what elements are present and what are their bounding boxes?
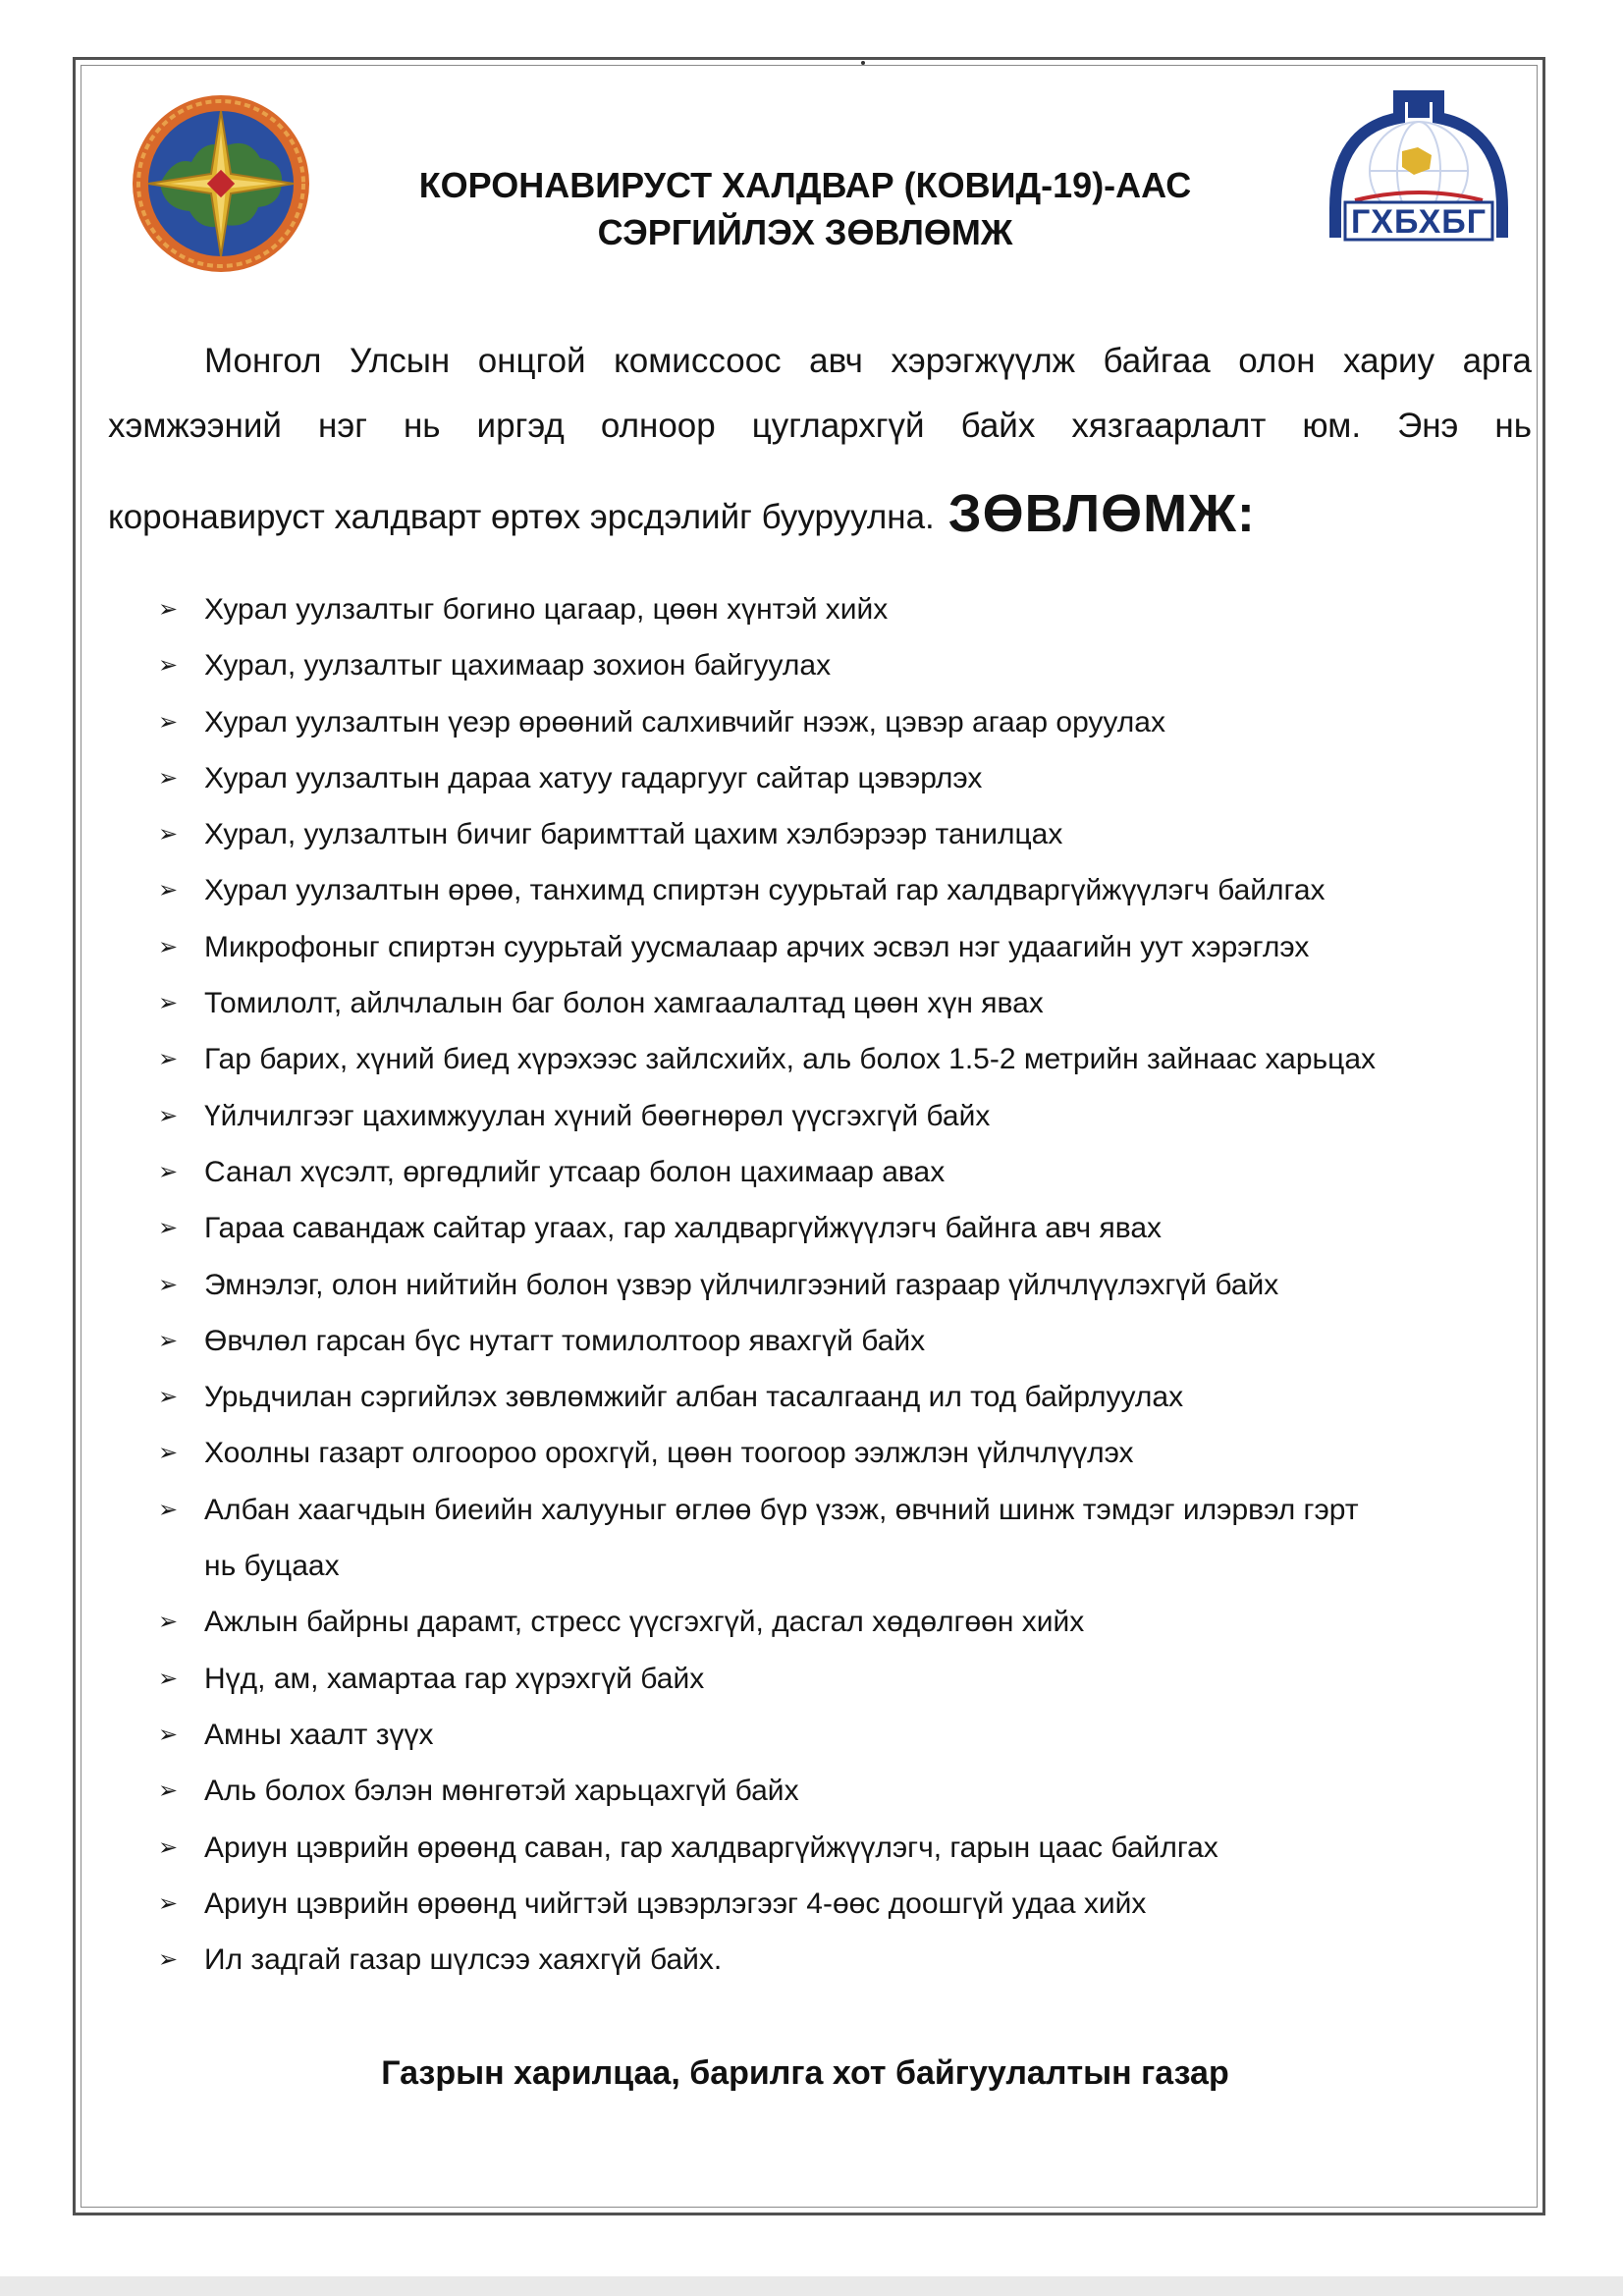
list-item-text: Хоолны газарт олгоороо орохгүй, цөөн тоогоор ээлжлэн үйлчлүүлэх bbox=[204, 1437, 1134, 1470]
list-item bbox=[153, 1088, 1376, 1144]
arrowhead-bullet-icon: ➢ bbox=[158, 1440, 179, 1467]
arrowhead-bullet-icon: ➢ bbox=[158, 652, 179, 680]
list-item-text: Амны хаалт зүүх bbox=[204, 1718, 434, 1751]
list-item-text: Гар барих, хүний биед хүрэхээс зайлсхийх, аль болох 1.5-2 метрийн зайнаас харьцах bbox=[204, 1043, 1377, 1076]
list-item-text: Микрофоныг спиртэн суурьтай уусмалаар арчих эсвэл нэг удаагийн уут хэрэглэх bbox=[204, 930, 1310, 963]
list-item-text: Хурал уулзалтын үеэр өрөөний салхивчийг нээж, цэвэр агаар оруулах bbox=[204, 705, 1165, 738]
list-item-text: Өвчлөл гарсан бүс нутагт томилолтоор явахгүй байх bbox=[204, 1324, 926, 1357]
list-item bbox=[153, 806, 1376, 862]
list-item bbox=[153, 919, 1376, 975]
list-item-text: Томилолт, айлчлалын баг болон хамгаалалтад цөөн хүн явах bbox=[204, 987, 1044, 1020]
arrowhead-bullet-icon: ➢ bbox=[158, 1777, 179, 1805]
page-edge bbox=[0, 2276, 1623, 2296]
list-item bbox=[153, 1876, 1376, 1932]
arrowhead-bullet-icon: ➢ bbox=[158, 821, 179, 848]
list-item bbox=[153, 975, 1376, 1031]
arrowhead-bullet-icon: ➢ bbox=[158, 1721, 179, 1748]
list-item bbox=[153, 1538, 1376, 1594]
arrowhead-bullet-icon: ➢ bbox=[158, 1102, 179, 1129]
list-item bbox=[153, 1200, 1376, 1256]
list-item bbox=[153, 637, 1376, 693]
recommendations-list bbox=[153, 581, 1376, 1988]
list-item-text: Аль болох бэлэн мөнгөтэй харьцахгүй байх bbox=[204, 1775, 799, 1808]
list-item-text: Үйлчилгээг цахимжуулан хүний бөөгнөрөл үүсгэхгүй байх bbox=[204, 1099, 991, 1132]
list-item-text: Ариун цэврийн өрөөнд чийгтэй цэвэрлэгээг 4-өөс доошгүй удаа хийх bbox=[204, 1886, 1147, 1920]
arrowhead-bullet-icon: ➢ bbox=[158, 1327, 179, 1354]
list-item-text: Хурал, уулзалтын бичиг баримттай цахим хэлбэрээр танилцах bbox=[204, 818, 1063, 851]
arrowhead-bullet-icon: ➢ bbox=[158, 877, 179, 904]
arrowhead-bullet-icon: ➢ bbox=[158, 764, 179, 792]
arrowhead-bullet-icon: ➢ bbox=[158, 1271, 179, 1298]
arrowhead-bullet-icon: ➢ bbox=[158, 1384, 179, 1411]
list-item bbox=[153, 1820, 1376, 1876]
arrowhead-bullet-icon: ➢ bbox=[158, 1158, 179, 1185]
list-item bbox=[153, 1031, 1376, 1087]
arrowhead-bullet-icon: ➢ bbox=[158, 1665, 179, 1692]
recommendations-heading: ЗӨВЛӨМЖ: bbox=[947, 484, 1256, 543]
list-item bbox=[153, 694, 1376, 750]
list-item bbox=[153, 1257, 1376, 1313]
list-item-text: нь буцаах bbox=[204, 1550, 340, 1583]
intro-line-3 bbox=[108, 483, 1256, 544]
arrowhead-bullet-icon: ➢ bbox=[158, 596, 179, 623]
list-item-text: Ажлын байрны дарамт, стресс үүсгэхгүй, дасгал хөдөлгөөн хийх bbox=[204, 1606, 1085, 1639]
list-item-text: Ариун цэврийн өрөөнд саван, гар халдваргүйжүүлэгч, гарын цаас байлгах bbox=[204, 1831, 1218, 1864]
list-item bbox=[153, 1144, 1376, 1200]
list-item-text: Хурал, уулзалтыг цахимаар зохион байгуулах bbox=[204, 649, 832, 683]
list-item-text: Хурал уулзалтыг богино цагаар, цөөн хүнтэй хийх bbox=[204, 593, 889, 626]
list-item bbox=[153, 581, 1376, 637]
arrowhead-bullet-icon: ➢ bbox=[158, 1215, 179, 1242]
footer-organization: Газрын харилцаа, барилга хот байгуулалтын газар bbox=[381, 2054, 1229, 2092]
list-item bbox=[153, 862, 1376, 918]
emergency-agency-emblem-icon bbox=[131, 93, 311, 274]
list-item bbox=[153, 1369, 1376, 1425]
list-item bbox=[153, 1594, 1376, 1650]
arrowhead-bullet-icon: ➢ bbox=[158, 1496, 179, 1523]
arrowhead-bullet-icon: ➢ bbox=[158, 1833, 179, 1861]
arrowhead-bullet-icon: ➢ bbox=[158, 933, 179, 960]
arrowhead-bullet-icon: ➢ bbox=[158, 990, 179, 1017]
arrowhead-bullet-icon: ➢ bbox=[158, 1046, 179, 1073]
list-item bbox=[153, 1425, 1376, 1481]
title-line-1: КОРОНАВИРУСТ ХАЛДВАР (КОВИД-19)-ААС bbox=[418, 165, 1192, 205]
list-item-text: Эмнэлэг, олон нийтийн болон үзвэр үйлчилгээний газраар үйлчлүүлэхгүй байх bbox=[204, 1268, 1279, 1301]
list-item-text: Гараа савандаж сайтар угаах, гар халдваргүйжүүлэгч байнга авч явах bbox=[204, 1212, 1163, 1245]
list-item bbox=[153, 1763, 1376, 1819]
page-title bbox=[295, 162, 1316, 256]
arrowhead-bullet-icon: ➢ bbox=[158, 1889, 179, 1917]
list-item bbox=[153, 750, 1376, 806]
list-item-text: Албан хаагчдын биеийн халууныг өглөө бүр үзэж, өвчний шинж тэмдэг илэрвэл гэрт bbox=[204, 1493, 1359, 1526]
list-item-text: Хурал уулзалтын дараа хатуу гадаргууг сайтар цэвэрлэх bbox=[204, 761, 983, 794]
arrowhead-bullet-icon: ➢ bbox=[158, 708, 179, 736]
arrowhead-bullet-icon: ➢ bbox=[158, 1609, 179, 1636]
arrowhead-bullet-icon: ➢ bbox=[158, 1946, 179, 1974]
list-item bbox=[153, 1482, 1376, 1538]
list-item-text: Урьдчилан сэргийлэх зөвлөмжийг албан тасалгаанд ил тод байрлуулах bbox=[204, 1381, 1184, 1414]
list-item bbox=[153, 1932, 1376, 1988]
intro-line-2: хэмжээний нэг нь иргэд олноор цуглархгүй байх хязгаарлалт юм. Энэ нь bbox=[108, 407, 1532, 445]
list-item-text: Санал хүсэлт, өргөдлийг утсаар болон цахимаар авах bbox=[204, 1155, 946, 1188]
list-item-text: Хурал уулзалтын өрөө, танхимд спиртэн суурьтай гар халдваргүйжүүлэгч байлгах bbox=[204, 874, 1325, 907]
intro-line-1: Монгол Улсын онцгой комиссоос авч хэрэгжүүлж байгаа олон хариу арга bbox=[204, 342, 1532, 380]
list-item bbox=[153, 1313, 1376, 1369]
list-item-text: Ил задгай газар шүлсээ хаяхгүй байх. bbox=[204, 1943, 723, 1977]
intro-line-3-text: коронавируст халдварт өртөх эрсдэлийг бууруулна. bbox=[108, 498, 935, 536]
agency-logo-text: ГХБХБГ bbox=[1351, 203, 1487, 241]
title-line-2: СЭРГИЙЛЭХ ЗӨВЛӨМЖ bbox=[597, 212, 1013, 252]
list-item bbox=[153, 1651, 1376, 1707]
list-item-text: Нүд, ам, хамартаа гар хүрэхгүй байх bbox=[204, 1662, 705, 1695]
list-item bbox=[153, 1707, 1376, 1763]
